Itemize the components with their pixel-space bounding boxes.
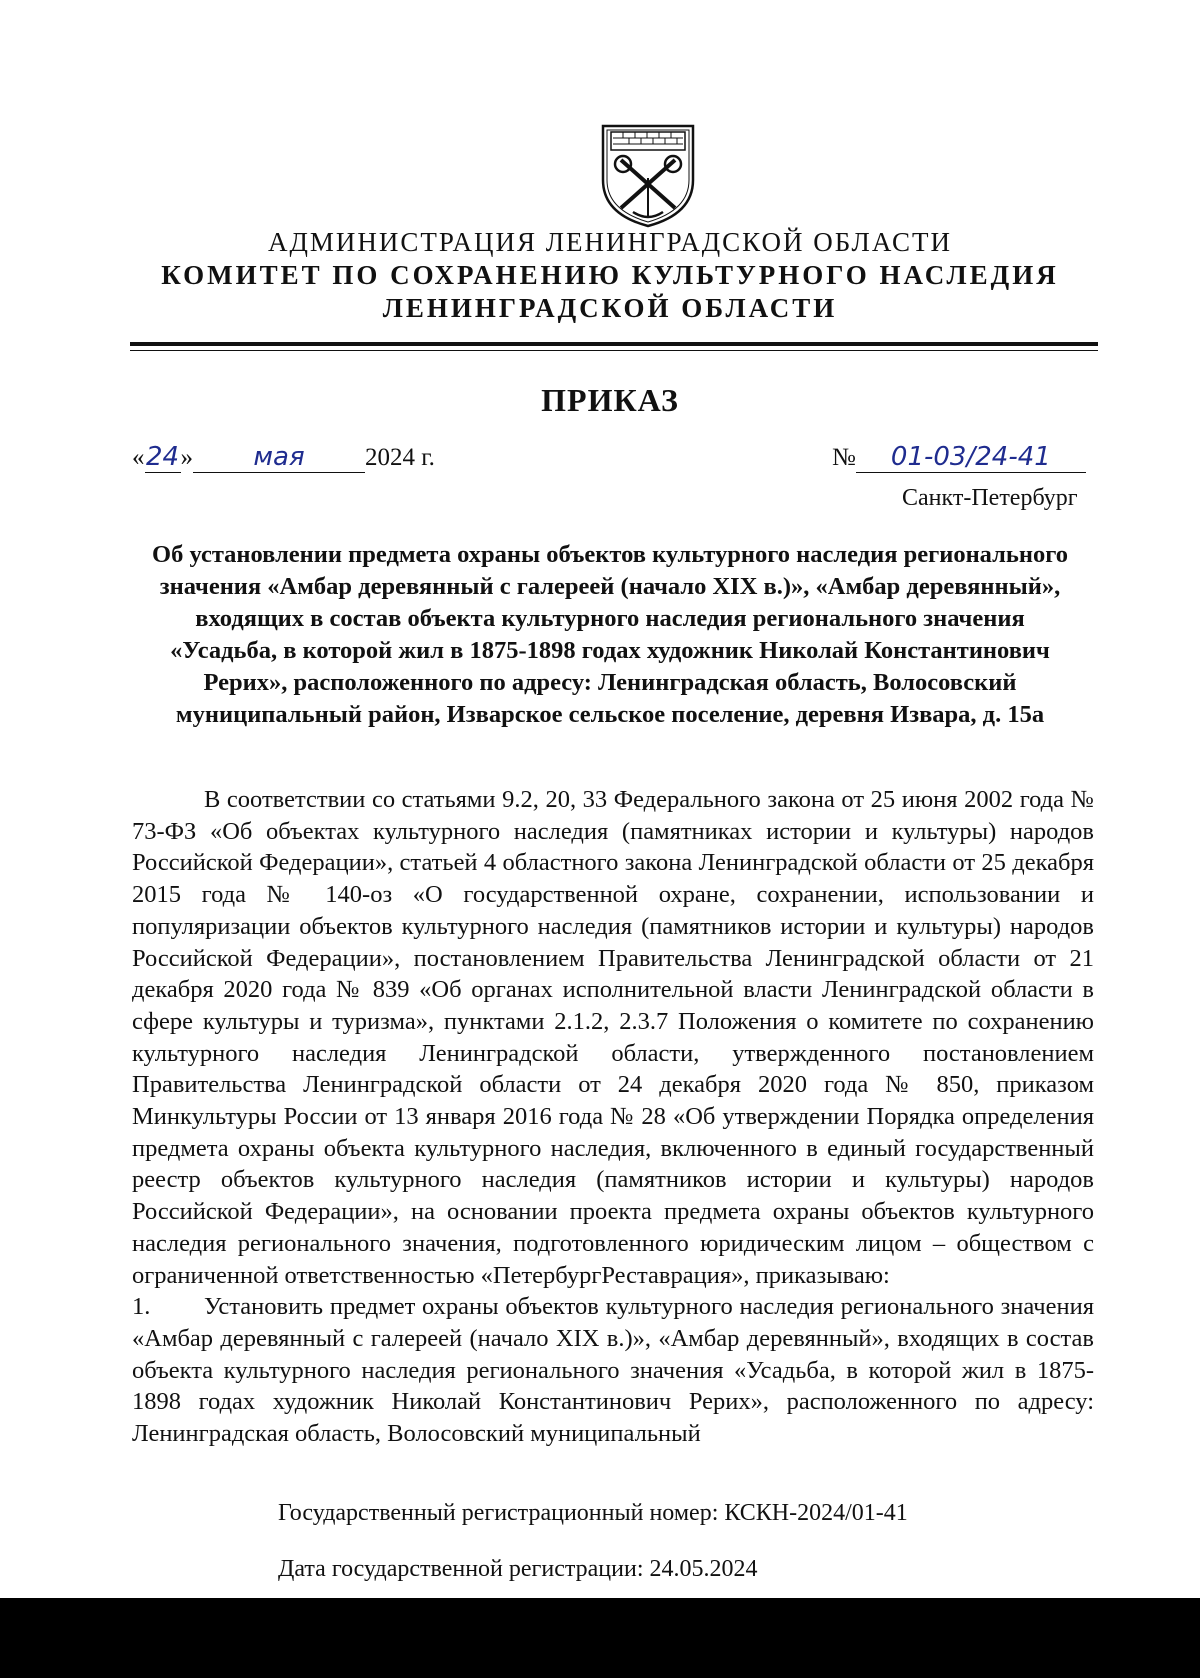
list-item-1 [132,1291,1094,1450]
registration-number-stamp: Государственный регистрационный номер: КСКН-2024/01-41 [278,1500,908,1526]
date-open-quote: « [132,444,145,471]
org-name-line-2: КОМИТЕТ ПО СОХРАНЕНИЮ КУЛЬТУРНОГО НАСЛЕДИЯ [161,260,1059,290]
header-divider-thin [130,350,1098,351]
registration-date-stamp: Дата государственной регистрации: 24.05.2024 [278,1556,758,1582]
document-type-heading: ПРИКАЗ [541,382,679,418]
date-day-handwritten: 24 [145,442,180,472]
preamble-paragraph: В соответствии со статьями 9.2, 20, 33 Федерального закона от 25 июня 2002 года № 73-ФЗ «Об объектах культурного наследия (памятниках истории и культуры) народов Российской Федерации», статьей 4 областного закона Ленинградской области от 25 декабря 2015 года № 140-оз «О государственной охране, сохранении, использовании и популяризации объектов культурного наследия (памятников истории и культуры) народов Российской Федерации», постановлением Правительства Ленинградской области от 21 декабря 2020 года № 839 «Об органах исполнительной власти Ленинградской области в сфере культуры и туризма», пунктами 2.1.2, 2.3.7 Положения о комитете по сохранению культурного наследия Ленинградской области, утвержденного постановлением Правительства Ленинградской области от 24 декабря 2020 года № 850, приказом Минкультуры России от 13 января 2016 года № 28 «Об утверждении Порядка определения предмета охраны объекта культурного наследия, включенного в единый государственный реестр объектов культурного наследия (памятников истории и культуры) народов Российской Федерации», на основании проекта предмета охраны объектов культурного наследия регионального значения, подготовленного юридическим лицом – обществом с ограниченной ответственностью «ПетербургРеставрация», приказываю: [132,786,1094,1289]
document-body [132,784,1094,1450]
list-item-text: Установить предмет охраны объектов культурного наследия регионального значения «Амбар деревянный с галереей (начало XIX в.)», «Амбар деревянный», входящих в состав объекта культурного наследия регионального значения «Усадьба, в которой жил в 1875-1898 годах художник Николай Константинович Рерих», расположенного по адресу: Ленинградская область, Волосовский муниципальный [132,1293,1094,1448]
document-title: Об установлении предмета охраны объектов культурного наследия регионального значения «Амбар деревянный с галереей (начало XIX в.)», «Амбар деревянный», входящих в состав объекта культурного наследия регионального значения «Усадьба, в которой жил в 1875-1898 годах художник Николай Константинович Рерих», расположенного по адресу: Ленинградская область, Волосовский муниципальный район, Изварское сельское поселение, деревня Извара, д. 15а [152,541,1068,728]
date-year: 2024 г. [365,444,435,471]
org-name-line-1: АДМИНИСТРАЦИЯ ЛЕНИНГРАДСКОЙ ОБЛАСТИ [267,227,952,257]
coat-of-arms-emblem [593,118,703,230]
list-item-number: 1. [132,1293,151,1321]
number-value-handwritten: 01-03/24-41 [856,442,1086,473]
date-close-quote: » [180,444,193,471]
document-city: Санкт-Петербург [902,485,1078,511]
org-name-line-3: ЛЕНИНГРАДСКОЙ ОБЛАСТИ [382,293,838,323]
scan-border-bar [0,1598,1200,1678]
header-divider-thick [130,342,1098,346]
document-number [832,442,1086,473]
date-month-handwritten: мая [193,442,365,473]
document-date [132,442,435,473]
number-prefix: № [832,444,856,471]
